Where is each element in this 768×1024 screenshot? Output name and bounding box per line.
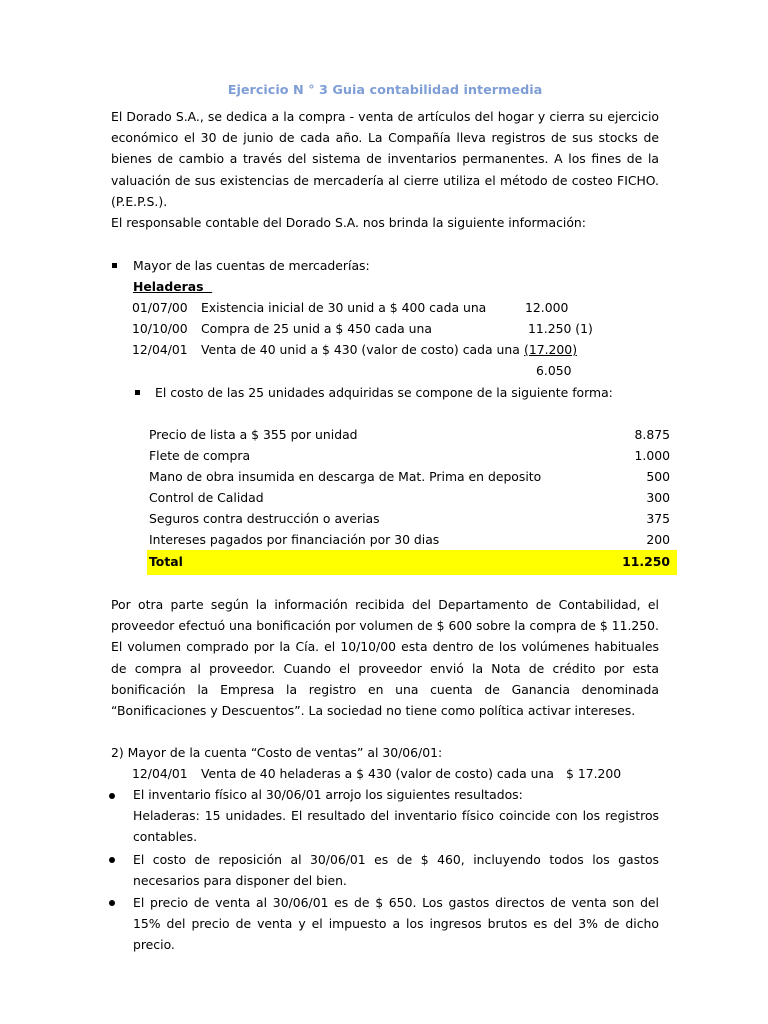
cost-total-row [149,554,682,569]
entry-amount: $ 17.200 [566,766,622,781]
section2-heading: 2) Mayor de la cuenta “Costo de ventas” al 30/06/01: [111,745,443,760]
cost-row [149,469,682,484]
cost-amount: 1.000 [634,448,670,463]
bullet-dot-icon [109,900,115,906]
cost-label: Seguros contra destrucción o averias [149,511,380,526]
entry-desc: Venta de 40 heladeras a $ 430 (valor de costo) cada una [201,766,554,781]
entry-amount: 11.250 (1) [528,321,593,336]
entry-date: 12/04/01 [132,766,188,781]
cost-amount: 200 [646,532,670,547]
info-line: El responsable contable del Dorado S.A. nos brinda la siguiente información: [111,215,586,230]
cost-row [149,427,682,442]
bonificacion-paragraph: Por otra parte según la información recibida del Departamento de Contabilidad, el proveedor efectuó una bonificación por volumen de $ 600 sobre la compra de $ 11.250. El volumen comprado por la Cía. el 10/10/00 esta dentro de los volúmenes habituales de compra al proveedor. Cuando el proveedor envió la Nota de crédito por esta bonificación la Empresa la registro en una cuenta de Ganancia denominada “Bonificaciones y Descuentos”. La sociedad no tiene como política activar intereses. [111,597,659,719]
entry-date: 01/07/00 [132,300,188,315]
bullet-text: El precio de venta al 30/06/01 es de $ 650. Los gastos directos de venta son del 15% del precio de venta y el impuesto a los ingresos brutos es del 3% de dicho precio. [133,895,659,953]
entry-date: 10/10/00 [132,321,188,336]
mayor-heading: Mayor de las cuentas de mercaderías: [133,258,370,273]
bullet-text: Heladeras: 15 unidades. El resultado del inventario físico coincide con los registros contables. [133,808,659,845]
cost-label: Precio de lista a $ 355 por unidad [149,427,358,442]
cost-amount: 300 [646,490,670,505]
square-bullet-icon [112,263,117,268]
intro-paragraph: El Dorado S.A., se dedica a la compra - venta de artículos del hogar y cierra su ejercicio económico el 30 de junio de cada año. La Compañía lleva registros de sus stocks de bienes de cambio a través del sistema de inventarios permanentes. A los fines de la valuación de sus existencias de mercadería al cierre utiliza el método de costeo FICHO. (P.E.P.S.). [111,109,659,209]
document-title: Ejercicio N ° 3 Guia contabilidad intermedia [227,83,543,98]
account-name: Heladeras [133,279,204,294]
cost-total-amount: 11.250 [622,554,670,569]
bullet-dot-icon [109,857,115,863]
cost-amount: 375 [646,511,670,526]
cost-total-label: Total [149,554,183,569]
entry-desc: Existencia inicial de 30 unid a $ 400 cada una [201,300,487,315]
entry-desc: Venta de 40 unid a $ 430 (valor de costo) cada una [201,342,520,357]
bullet-dot-icon [109,793,115,799]
entry-amount: (17.200) [524,342,578,357]
bullet-text: El costo de reposición al 30/06/01 es de $ 460, incluyendo todos los gastos necesarios para disponer del bien. [133,852,659,889]
cost-label: Control de Calidad [149,490,264,505]
cost-label: Intereses pagados por financiación por 30 dias [149,532,440,547]
entry-desc: Compra de 25 unid a $ 450 cada una [201,321,432,336]
cost-label: Mano de obra insumida en descarga de Mat. Prima en deposito [149,469,542,484]
entry-date: 12/04/01 [132,342,188,357]
cost-intro: El costo de las 25 unidades adquiridas se compone de la siguiente forma: [155,385,613,400]
cost-row [149,490,682,505]
cost-row [149,448,682,463]
square-bullet-icon [135,390,140,395]
entry-amount: 12.000 [525,300,569,315]
cost-label: Flete de compra [149,448,251,463]
cost-row [149,532,682,547]
bullet-text: El inventario físico al 30/06/01 arrojo los siguientes resultados: [133,787,523,802]
cost-amount: 500 [646,469,670,484]
cost-amount: 8.875 [634,427,670,442]
account-balance: 6.050 [536,363,572,378]
cost-row [149,511,682,526]
